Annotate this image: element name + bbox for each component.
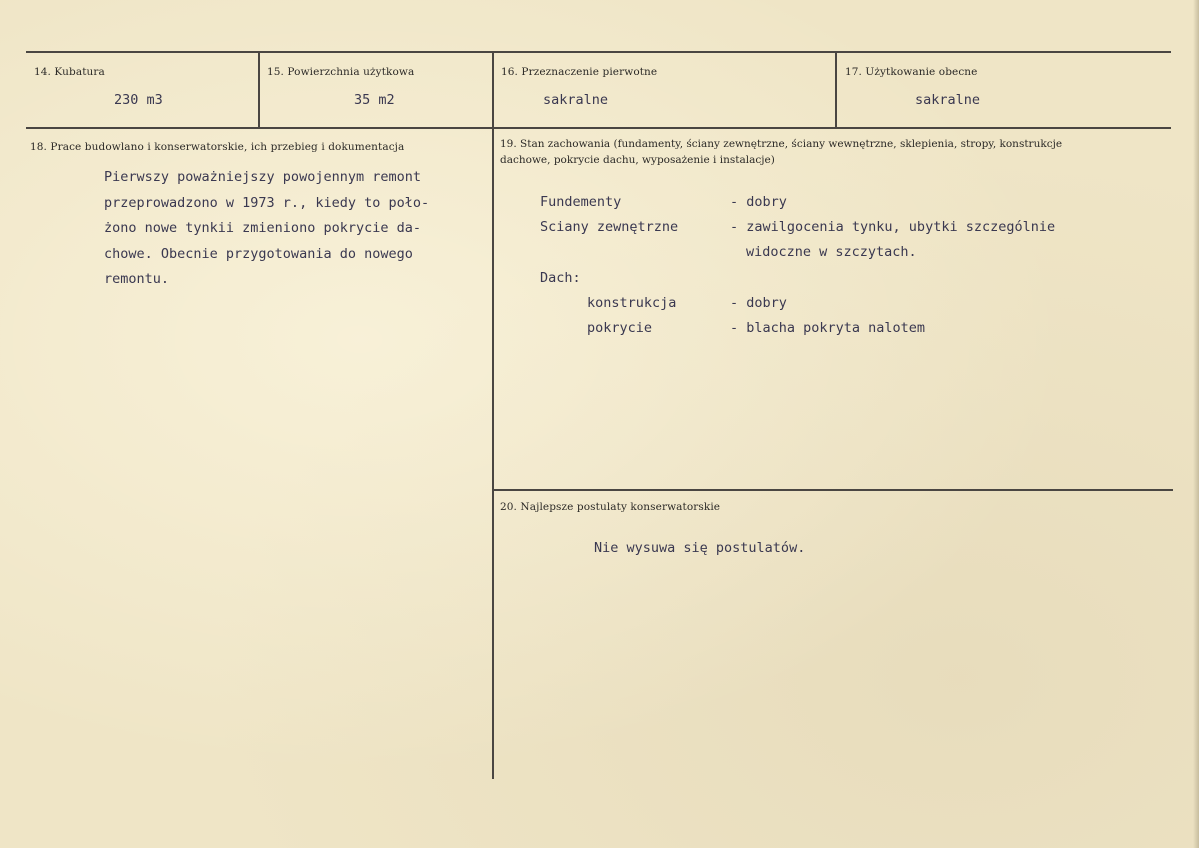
field-20-label: 20. Najlepsze postulaty konserwatorskie [500, 501, 721, 513]
field-14-value: 230 m3 [114, 92, 163, 108]
field-20-divider [493, 489, 1173, 491]
sciany-value: - zawilgocenia tynku, ubytki szczególnie [730, 219, 1056, 235]
field-14-label: 14. Kubatura [34, 66, 105, 78]
field-17-label: 17. Użytkowanie obecne [845, 66, 978, 78]
pokrycie-name: pokrycie [587, 320, 653, 336]
dach-heading: Dach: [540, 270, 581, 286]
field-17-value: sakralne [915, 92, 981, 108]
col-divider-3 [835, 51, 837, 129]
pokrycie-value: - blacha pokryta nalotem [730, 320, 926, 336]
konstrukcja-name: konstrukcja [587, 295, 677, 311]
row-divider [26, 127, 1171, 129]
field-15-label: 15. Powierzchnia użytkowa [267, 66, 415, 78]
col-divider-2 [492, 51, 494, 779]
sciany-value-cont: widoczne w szczytach. [746, 244, 917, 260]
field-19-label [500, 136, 1120, 168]
field-16-label: 16. Przeznaczenie pierwotne [501, 66, 658, 78]
field-18-line: Pierwszy poważniejszy powojennym remont [104, 169, 421, 185]
fundamenty-name: Fundementy [540, 194, 622, 210]
field-16-value: sakralne [543, 92, 609, 108]
field-15-value: 35 m2 [354, 92, 395, 108]
field-19-label-line: dachowe, pokrycie dachu, wyposażenie i instalacje) [500, 154, 775, 166]
page-edge [1193, 0, 1199, 848]
field-19-label-line: 19. Stan zachowania (fundamenty, ściany zewnętrzne, ściany wewnętrzne, sklepienia, stropy, konstrukcje [500, 138, 1063, 150]
fundamenty-value: - dobry [730, 194, 787, 210]
sciany-name: Sciany zewnętrzne [540, 219, 679, 235]
field-18-line: żono nowe tynkii zmieniono pokrycie da- [104, 220, 421, 236]
field-18-line: przeprowadzono w 1973 r., kiedy to poło- [104, 194, 430, 211]
top-rule [26, 51, 1171, 53]
field-20-value: Nie wysuwa się postulatów. [594, 540, 806, 556]
col-divider-1 [258, 51, 260, 129]
konstrukcja-value: - dobry [730, 295, 787, 311]
field-18-line: chowe. Obecnie przygotowania do nowego [104, 245, 413, 262]
field-18-text [104, 165, 429, 293]
field-18-line: remontu. [104, 271, 170, 287]
field-18-label: 18. Prace budowlano i konserwatorskie, ich przebieg i dokumentacja [30, 141, 405, 153]
